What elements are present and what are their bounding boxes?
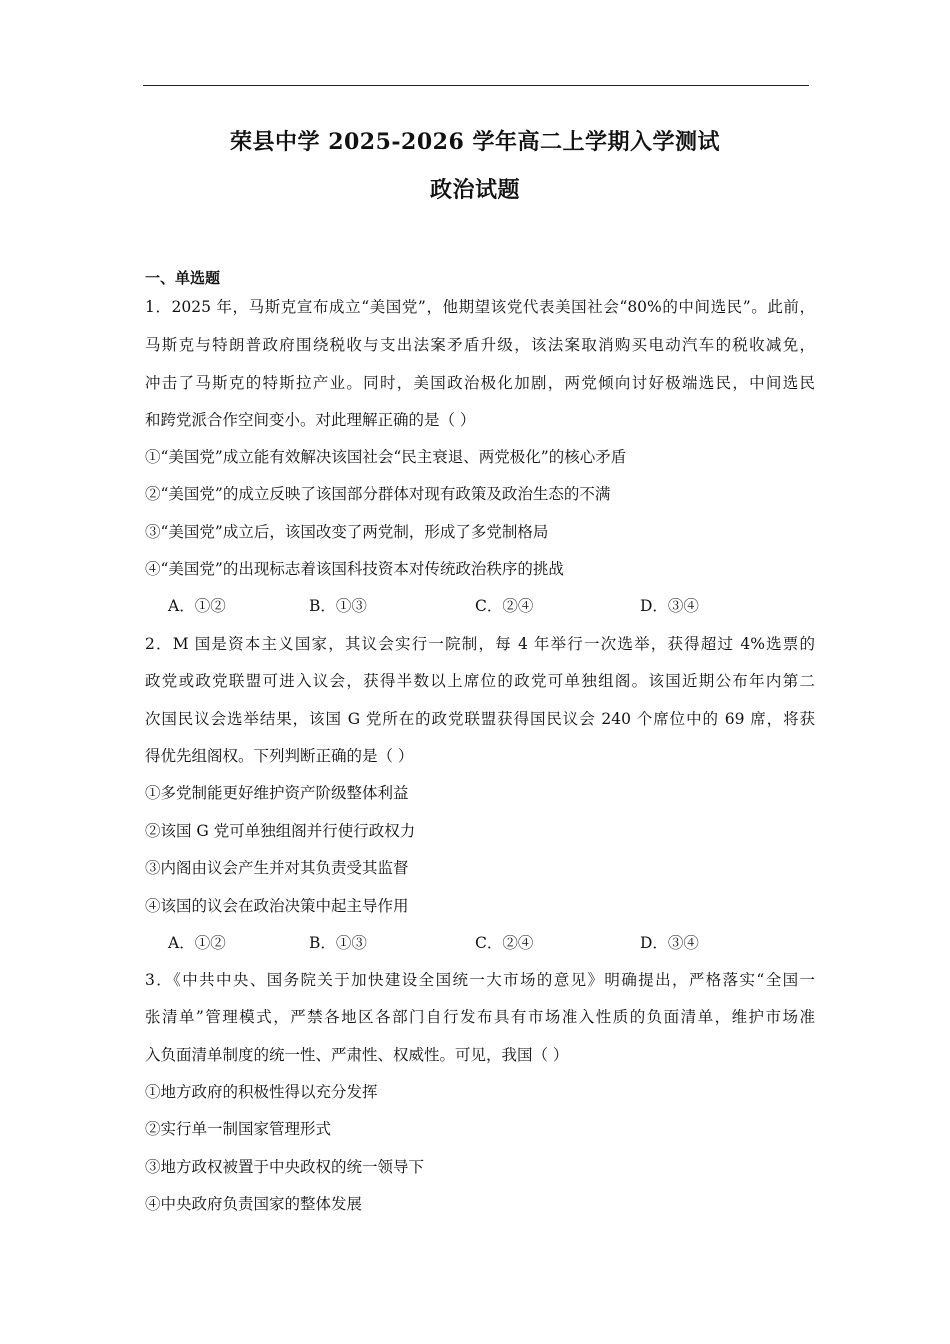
- question-stem-line: 政党或政党联盟可进入议会，获得半数以上席位的政党可单独组阁。该国近期公布年内第二: [145, 672, 815, 690]
- header-rule: [143, 85, 809, 86]
- statement-option: ④“美国党”的出现标志着该国科技资本对传统政治秩序的挑战: [145, 560, 564, 578]
- question-stem-line: 1．2025 年，马斯克宣布成立“美国党”，他期望该党代表美国社会“80%的中间选民”。此前，: [145, 298, 815, 316]
- statement-option: ①多党制能更好维护资产阶级整体利益: [145, 784, 409, 802]
- choice-c[interactable]: C．②④: [475, 597, 534, 615]
- choice-a[interactable]: A．①②: [168, 597, 226, 615]
- statement-option: ④该国的议会在政治决策中起主导作用: [145, 897, 409, 915]
- question-stem-line: 张清单”管理模式，严禁各地区各部门自行发布具有市场准入性质的负面清单，维护市场准: [145, 1008, 815, 1026]
- statement-option: ①地方政府的积极性得以充分发挥: [145, 1083, 378, 1101]
- question-stem-line: 和跨党派合作空间变小。对此理解正确的是（ ）: [145, 411, 476, 429]
- question-stem-line: 得优先组阁权。下列判断正确的是（ ）: [145, 747, 414, 765]
- question-stem-line: 马斯克与特朗普政府围绕税收与支出法案矛盾升级，该法案取消购买电动汽车的税收减免，: [145, 336, 815, 354]
- question-stem-line: 次国民议会选举结果，该国 G 党所在的政党联盟获得国民议会 240 个席位中的 69 席，将获: [145, 710, 815, 728]
- question-stem-line: 入负面清单制度的统一性、严肃性、权威性。可见，我国（ ）: [145, 1046, 569, 1064]
- choice-b[interactable]: B．①③: [309, 934, 367, 952]
- choice-d[interactable]: D．③④: [640, 597, 699, 615]
- statement-option: ②“美国党”的成立反映了该国部分群体对现有政策及政治生态的不满: [145, 485, 611, 503]
- question-stem-line: 冲击了马斯克的特斯拉产业。同时，美国政治极化加剧，两党倾向讨好极端选民，中间选民: [145, 374, 815, 392]
- statement-option: ③地方政权被置于中央政权的统一领导下: [145, 1158, 425, 1176]
- choice-b[interactable]: B．①③: [309, 597, 367, 615]
- exam-subtitle: 政治试题: [429, 177, 520, 203]
- statement-option: ④中央政府负责国家的整体发展: [145, 1195, 363, 1213]
- exam-title: 荣县中学 2025-2026 学年高二上学期入学测试: [230, 129, 720, 155]
- answer-choices: [168, 932, 808, 954]
- choice-c[interactable]: C．②④: [475, 934, 534, 952]
- question-stem-line: 3．《中共中央、国务院关于加快建设全国统一大市场的意见》明确提出，严格落实“全国一: [145, 971, 815, 989]
- statement-option: ②该国 G 党可单独组阁并行使行政权力: [145, 822, 416, 840]
- statement-option: ②实行单一制国家管理形式: [145, 1120, 332, 1138]
- statement-option: ①“美国党”成立能有效解决该国社会“民主衰退、两党极化”的核心矛盾: [145, 448, 627, 466]
- choice-d[interactable]: D．③④: [640, 934, 699, 952]
- answer-choices: [168, 595, 808, 617]
- question-stem-line: 2．M 国是资本主义国家，其议会实行一院制，每 4 年举行一次选举，获得超过 4%选票的: [145, 635, 815, 653]
- statement-option: ③“美国党”成立后，该国改变了两党制，形成了多党制格局: [145, 523, 549, 541]
- statement-option: ③内阁由议会产生并对其负责受其监督: [145, 859, 409, 877]
- choice-a[interactable]: A．①②: [168, 934, 226, 952]
- section-heading: 一、单选题: [145, 269, 221, 287]
